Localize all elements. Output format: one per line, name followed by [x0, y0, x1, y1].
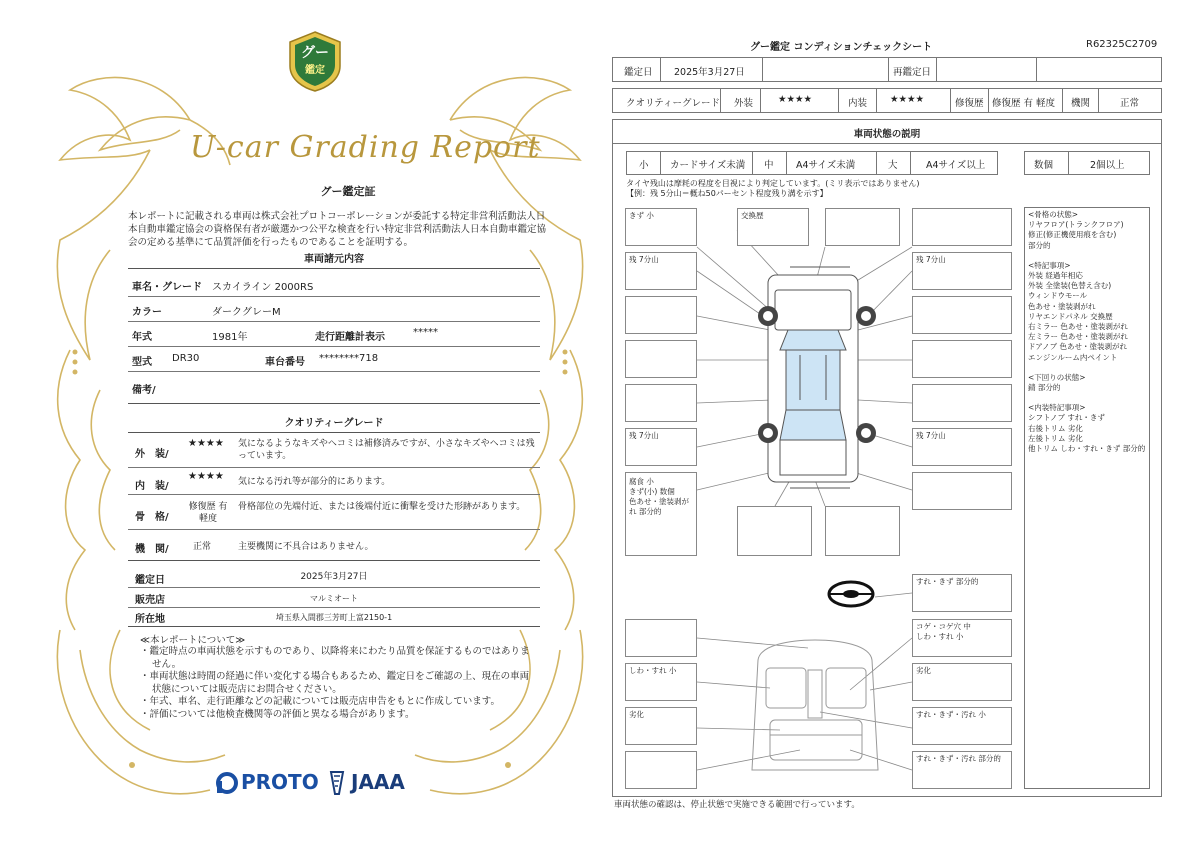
note-line: <内装特記事項> — [1028, 403, 1086, 413]
repair-history-label: 修復歴 — [955, 98, 984, 109]
sheet-footer-note: 車両状態の確認は、停止状態で実施できる範囲で行っています。 — [614, 800, 860, 810]
chassis-label: 車台番号 — [265, 357, 305, 368]
badge-line1: グー — [301, 45, 329, 61]
badge-line2: 鑑定 — [305, 65, 325, 76]
engine-value: 正常 — [1120, 98, 1140, 109]
exterior-text: 気になるようなキズやヘコミは補修済みですが、小さなキズやヘコミは残っています。 — [238, 439, 535, 461]
note-spacer — [1028, 393, 1148, 403]
engine-label: 機 関/ — [135, 544, 169, 555]
exterior-note-box — [625, 296, 697, 334]
condition-section-title: 車両状態の説明 — [853, 129, 921, 140]
model-value: DR30 — [172, 353, 200, 364]
sheet-date-label: 鑑定日 — [624, 67, 653, 78]
note-line: 色あせ・塗装剥がれ — [1028, 301, 1096, 311]
exterior-note-box — [912, 296, 1012, 334]
legend-count-desc: 2個以上 — [1090, 160, 1125, 171]
legend-small-desc: カードサイズ未満 — [670, 160, 746, 171]
legend-large: 大 — [888, 160, 898, 171]
exterior-stars: ★★★★ — [778, 94, 813, 105]
exterior-note-front-left: きず 小 — [625, 208, 697, 246]
repair-history-value: 修復歴 有 軽度 — [992, 98, 1056, 109]
note-line: 右ミラー 色あせ・塗装剥がれ — [1028, 322, 1128, 332]
interior-label: 内装 — [848, 98, 868, 109]
year-value: 1981年 — [212, 332, 248, 343]
frame-label: 骨 格/ — [135, 512, 169, 523]
note-line: リヤフロア(トランクフロア) — [1028, 220, 1124, 230]
dealer-label: 販売店 — [135, 595, 165, 606]
legend-small: 小 — [639, 160, 649, 171]
note-line: <下回りの状態> — [1028, 372, 1086, 382]
frame-value: 修復歴 有 軽度 — [188, 502, 228, 524]
note-line: 外装 全塗装(色替え含む) — [1028, 281, 1112, 291]
note-spacer — [1028, 363, 1148, 373]
steering-wheel-icon — [829, 582, 873, 606]
jaaa-logo-text: JAAA — [351, 770, 405, 794]
interior-note-right-front: コゲ・コゲ穴 中 しわ・すれ 小 — [912, 619, 1012, 657]
note-line: 錆 部分的 — [1028, 383, 1061, 393]
note-item: ・鑑定時点の車両状態を示すものであり、以降将来にわたり品質を保証するものではありません。 — [140, 646, 530, 670]
quality-grade-label: クオリティーグレード — [626, 98, 721, 109]
interior-note-steering: すれ・きず 部分的 — [912, 574, 1012, 612]
interior-text: 気になる汚れ等が部分的にあります。 — [238, 477, 391, 487]
note-line: ウィンドウモール — [1028, 291, 1088, 301]
note-line: 右後トリム 劣化 — [1028, 423, 1083, 433]
chassis-value: ********718 — [319, 353, 379, 364]
tire-rear-right-note: 残 7分山 — [912, 428, 1012, 466]
legend-count: 数個 — [1034, 160, 1054, 171]
tire-front-right-note: 残 7分山 — [912, 252, 1012, 290]
remarks-label: 備考/ — [132, 385, 156, 396]
note-line: 左ミラー 色あせ・塗装剥がれ — [1028, 332, 1128, 342]
tire-note: タイヤ残山は摩耗の程度を目視により判定しています。(ミリ表示ではありません) — [626, 179, 920, 188]
exterior-note-rear-left: 腐食 小 きず(小) 数個 色あせ・塗装剥がれ 部分的 — [625, 472, 697, 556]
model-label: 型式 — [132, 357, 152, 368]
interior-note-rear: すれ・きず・汚れ 部分的 — [912, 751, 1012, 789]
exterior-note-box — [625, 340, 697, 378]
car-name-value: スカイライン 2000RS — [212, 282, 314, 293]
sheet-date-value: 2025年3月27日 — [674, 67, 745, 78]
engine-value: 正常 — [193, 542, 212, 552]
note-item: ・評価については他検査機関等の評価と異なる場合があります。 — [140, 708, 415, 720]
engine-label: 機関 — [1071, 98, 1091, 109]
color-label: カラー — [132, 307, 162, 318]
engine-text: 主要機関に不具合はありません。 — [238, 542, 374, 552]
legend-mid-desc: A4サイズ未満 — [796, 160, 856, 171]
proto-logo-text: PROTO — [241, 770, 319, 794]
mileage-label: 走行距離計表示 — [315, 332, 385, 343]
note-line: リヤエンドパネル 交換歴 — [1028, 311, 1113, 321]
note-line: シフトノブ すれ・きず — [1028, 413, 1105, 423]
appraisal-date-value: 2025年3月27日 — [300, 572, 368, 582]
legend-mid: 中 — [764, 160, 774, 171]
exterior-note-box — [912, 384, 1012, 422]
exterior-note-box — [625, 384, 697, 422]
exterior-note-box — [737, 506, 812, 556]
mileage-value: ***** — [413, 327, 438, 338]
note-spacer — [1028, 251, 1148, 261]
exterior-note-replaced: 交換歴 — [737, 208, 809, 246]
dealer-value: マルミオート — [310, 594, 358, 603]
note-item: ・年式、車名、走行距離などの記載については販売店申告をもとに作成しています。 — [140, 696, 501, 707]
year-label: 年式 — [132, 332, 152, 343]
certificate-intro: 本レポートに記載される車両は株式会社プロトコーポレーションが委託する特定非営利活動法人日本自動車鑑定協会の資格保有者が厳選かつ公平な検査を行い特定非営利活動法人日本自動車鑑定協会の定める基準にて品質評価を行ったものであることを証明する。 — [128, 211, 547, 248]
interior-note-left-rear: 劣化 — [625, 707, 697, 745]
car-name-label: 車名・グレード — [132, 282, 202, 293]
note-line: ドアノブ 色あせ・塗装剥がれ — [1028, 342, 1128, 352]
appraisal-date-label: 鑑定日 — [135, 575, 165, 586]
tire-example: 【例：残 5分山＝概ね50パーセント程度残り溝を示す】 — [626, 189, 828, 198]
certificate-subtitle: グー鑑定証 — [320, 185, 376, 198]
tire-front-left-note: 残 7分山 — [625, 252, 697, 290]
exterior-note-box — [825, 208, 900, 246]
note-line: 修正(修正機使用痕を含む) — [1028, 230, 1117, 240]
frame-text: 骨格部位の先端付近、または後端付近に衝撃を受けた形跡があります。 — [238, 502, 526, 512]
tire-rear-left-note: 残 7分山 — [625, 428, 697, 466]
report-script-title: U-car Grading Report — [190, 130, 541, 165]
address-label: 所在地 — [135, 614, 165, 625]
note-line: 部分的 — [1028, 240, 1051, 250]
sheet-reference: R62325C2709 — [1086, 39, 1158, 50]
exterior-label: 外装 — [734, 98, 754, 109]
note-line: 外装 経過年相応 — [1028, 271, 1083, 281]
quality-section-title: クオリティーグレード — [284, 418, 384, 429]
interior-note-right-trim: 劣化 — [912, 663, 1012, 701]
exterior-note-box — [912, 208, 1012, 246]
note-line: 左後トリム 劣化 — [1028, 433, 1083, 443]
specs-section-title: 車両諸元内容 — [304, 254, 364, 265]
note-line: 他トリム しわ・すれ・きず 部分的 — [1028, 444, 1146, 454]
exterior-label: 外 装/ — [135, 449, 169, 460]
exterior-stars: ★★★★ — [188, 438, 224, 449]
exterior-note-box — [912, 472, 1012, 510]
notes-title: ≪本レポートについて≫ — [140, 635, 246, 646]
interior-note-box — [625, 751, 697, 789]
interior-note-console: すれ・きず・汚れ 小 — [912, 707, 1012, 745]
exterior-note-box — [912, 340, 1012, 378]
interior-note-box — [625, 619, 697, 657]
interior-note-left-front: しわ・すれ 小 — [625, 663, 697, 701]
address-value: 埼玉県入間郡三芳町上富2150-1 — [275, 613, 393, 622]
note-line: エンジンルーム内ペイント — [1028, 352, 1118, 362]
reappraisal-date-label: 再鑑定日 — [893, 67, 932, 78]
exterior-note-box — [825, 506, 900, 556]
color-value: ダークグレーM — [212, 307, 281, 318]
legend-large-desc: A4サイズ以上 — [926, 160, 986, 171]
interior-label: 内 装/ — [135, 481, 169, 492]
note-line: <特記事項> — [1028, 260, 1071, 270]
note-line: <骨格の状態> — [1028, 210, 1079, 219]
special-notes-list — [1028, 210, 1148, 454]
interior-stars: ★★★★ — [890, 94, 925, 105]
interior-stars: ★★★★ — [188, 471, 224, 482]
note-item: ・車両状態は時間の経過に伴い変化する場合もあるため、鑑定日をご確認の上、現在の車両状態については販売店にお問合せください。 — [140, 671, 530, 695]
sheet-title: グー鑑定 コンディションチェックシート — [750, 42, 933, 53]
